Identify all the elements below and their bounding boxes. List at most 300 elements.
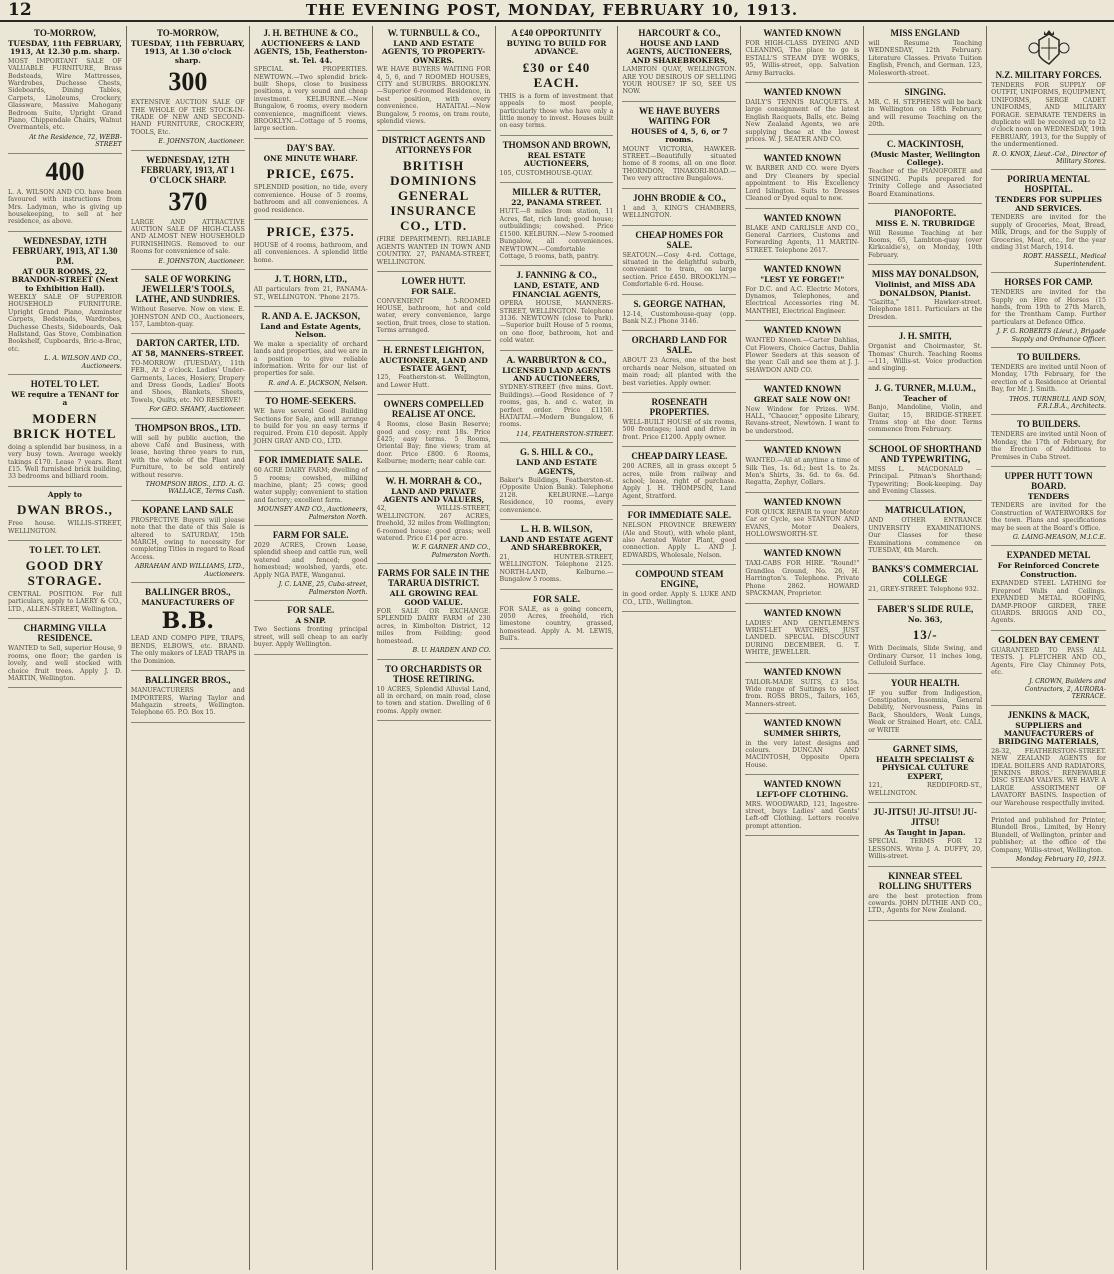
ad-body-text: (FIRE DEPARTMENT). RELIABLE AGENTS WANTED IN TOWN AND COUNTRY. 27, PANAMA-STREET, WELLINGTON. xyxy=(376,236,491,266)
ad-signature: E. JOHNSTON, Auctioneer. xyxy=(158,138,245,146)
ad-heading: MILLER & RUTTER, xyxy=(512,187,601,198)
advertisement xyxy=(991,419,1106,467)
ad-signature: W. F. GARNER AND CO., Palmerston North. xyxy=(411,544,491,559)
ad-body-text: Will Resume Teaching at her Rooms, 65, Lambton-quay (over Kirkcaldie's), on Monday, 10th February. xyxy=(868,229,983,259)
advertisement xyxy=(745,325,859,380)
ad-body-text: MR. C. H. STEPHENS will be back in Wellington on 18th February, and will resume Teaching on the 20th. xyxy=(868,99,983,129)
advertisement xyxy=(868,28,982,83)
ad-heading: A. WARBURTON & CO., xyxy=(506,354,607,365)
ad-heading: WANTED KNOWN xyxy=(763,496,842,507)
ad-signature: J. CROWN, Builders and Contractors, 2, AURORA-TERRACE. xyxy=(1024,678,1106,701)
ad-body-text: MOST IMPORTANT SALE OF VALUABLE FURNITURE, Brass Bedsteads, Wire Mattresses, Wardrobes, Duchesse Chests, Sideboards, Dining Tables, Carpets, Linoleums, Crockery, Glassware, Massive Mahogany Bedroom Suite, Upright Grand Piano, Chippendale Chairs, Walnut Overmantels, etc. xyxy=(8,57,122,132)
advertisement xyxy=(131,423,245,501)
advertisement xyxy=(745,87,859,149)
ad-heading: H. ERNEST LEIGHTON, xyxy=(383,344,484,355)
advertisement xyxy=(377,399,491,471)
advertisement xyxy=(745,608,859,663)
ad-body-text: SPLENDID position, no tide, every convenience. House of 5 rooms, bathroom and all conveniences. A good residence. xyxy=(253,184,368,214)
ad-subheading: LEFT-OFF CLOTHING. xyxy=(756,790,849,800)
ad-display-line: DWAN BROS., xyxy=(17,502,113,518)
ad-subheading: TUESDAY, 11th FEBRUARY, 1913, At 1.30 o'clock sharp. xyxy=(130,39,245,65)
advertisement xyxy=(254,28,368,139)
ad-heading: ROSENEATH PROPERTIES. xyxy=(649,396,710,417)
advertisement xyxy=(131,587,245,671)
advertisement xyxy=(377,476,491,565)
ad-large-number: 400 xyxy=(45,156,85,186)
ad-body-text: "Gazitta," Hawker-street. Telephone 1811. Particulars at the Dresden. xyxy=(868,298,983,321)
ad-heading: WANTED KNOWN xyxy=(763,87,842,98)
ad-heading: PIANOFORTE. xyxy=(894,208,957,219)
ad-heading: HOTEL TO LET. xyxy=(30,379,100,389)
ad-subheading: LAND, ESTATE, AND FINANCIAL AGENTS, xyxy=(512,281,601,299)
ad-body-text: PROSPECTIVE Buyers will please note that the date of this Sale is altered to SATURDAY, 15th MARCH, owing to necessity for completing Titles in regard to Road Access. xyxy=(130,516,245,561)
ad-heading: C. MACKINTOSH, xyxy=(886,138,964,149)
ad-subheading: HOUSES of 4, 5, 6, or 7 rooms. xyxy=(630,126,728,145)
ad-body-text: 12-14, Customhouse-quay (opp. Bank N.Z.) Phone 3146. xyxy=(622,310,737,325)
ad-display-line: PRICE, £375. xyxy=(266,223,355,239)
ad-body-text: OPERA HOUSE, MANNERS-STREET, WELLINGTON. Telephone 3136. NEWTOWN (close to Park).—Superior built House of 5 rooms, on one floor, bathroom, hot and cold water. xyxy=(499,300,614,345)
advertisement xyxy=(131,505,245,583)
column-9 xyxy=(987,26,1110,1270)
ad-heading: YOUR HEALTH. xyxy=(890,677,960,688)
ad-body-text: TENDERS FOR SUPPLY OF OUTFIT, UNIFORMS, EQUIPMENT, UNIFORMS, SERGE CADET UNIFORMS, AND MILITARY FORAGE. SEPARATE TENDERS in duplicate will be received up to 12 o'clock noon on WEDNESDAY, 19th FEBRUARY, 1913, for the Supply of the undermentioned. xyxy=(991,82,1106,149)
advertisement xyxy=(745,779,859,836)
advertisement xyxy=(868,807,982,867)
ad-subheading: REAL ESTATE AUCTIONEERS, xyxy=(523,150,590,169)
ad-heading: SALE OF WORKING JEWELLER'S TOOLS, LATHE, AND SUNDRIES. xyxy=(135,274,240,305)
ad-heading: WANTED KNOWN xyxy=(763,548,842,559)
ad-heading: G. S. HILL & CO., xyxy=(519,447,593,458)
advertisement xyxy=(991,710,1106,813)
royal-crest-icon xyxy=(1026,28,1072,68)
ad-body-text: WELL-BUILT HOUSE of six rooms, 500 frontages; land and drive in front. Price £1200. Apply owner. xyxy=(622,418,737,441)
ad-body-text: Printed and published for Printer, Blundell Bros., Limited, by Henry Blundell, of Wellington, printer and publisher; at the office of the Company, Willis-street, Wellington. xyxy=(991,817,1106,854)
ad-heading: JOHN BRODIE & CO., xyxy=(633,192,726,203)
advertisement xyxy=(8,623,122,688)
advertisement xyxy=(991,550,1106,630)
ad-subheading: No. 363, xyxy=(907,614,943,624)
ad-heading: COMPOUND STEAM ENGINE, xyxy=(635,569,724,590)
ad-subheading: HOUSE AND LAND AGENTS, AUCTIONEERS, AND SHAREBROKERS, xyxy=(626,39,733,65)
advertisement xyxy=(377,135,491,272)
ad-heading: DAY'S BAY. xyxy=(286,142,335,153)
ad-body-text: Baker's Buildings, Featherston-st. (Opposite Union Bank). Telephone 2128. KELBURNE.—Large Residence, 10 rooms, every convenience. xyxy=(499,477,614,514)
advertisement xyxy=(868,208,982,265)
ad-subheading: (Music Master, Wellington College). xyxy=(870,149,981,168)
ad-heading: WEDNESDAY, 12TH FEBRUARY, 1913, AT 1 O'CLOCK SHARP. xyxy=(140,154,235,185)
ad-body-text: IF you suffer from Indigestion, Constipation, Insomnia, General Debility, Nervousness, Pains in Back, Shoulders, Weak Lungs, Weak or Strained Heart, etc. CALL or WRITE xyxy=(868,689,983,734)
ad-body-text: TENDERS are invited for the Construction of WATERWORKS for the town. Plans and specifications may be seen at the Board's Office. xyxy=(991,502,1106,532)
advertisement xyxy=(377,568,491,659)
ad-subheading: MISS E. N. TRUBRIDGE xyxy=(875,219,975,229)
advertisement xyxy=(622,193,736,226)
ad-heading: CHARMING VILLA RESIDENCE. xyxy=(23,623,107,644)
ad-heading: W. TURNBULL & CO., xyxy=(387,28,480,38)
advertisement xyxy=(991,174,1106,273)
advertisement xyxy=(622,397,736,447)
advertisement xyxy=(745,548,859,603)
ad-subheading: LAND AND ESTATE AGENTS, TO PROPERTY-OWNERS. xyxy=(382,39,486,65)
ad-heading: ORCHARD LAND FOR SALE. xyxy=(631,335,728,356)
column-8 xyxy=(864,26,987,1270)
ad-heading: BALLINGER BROS., xyxy=(145,675,231,686)
ad-heading: OWNERS COMPELLED REALISE AT ONCE. xyxy=(383,399,484,420)
ad-body-text: MOUNT VICTORIA, HAWKER-STREET.—Beautifully situated home of 8 rooms, all on one floor. THORNDON, TINAKORI-ROAD.—Two very attractive Bungalows. xyxy=(622,145,737,183)
advertisement xyxy=(500,355,614,444)
ad-body-text: TO-MORROW (TUESDAY), 11th FEB., At 2 o'clock. Ladies' Under-Garments, Laces, Hosiery, Drapery and Dress Goods, Ladies' Boots and Shoes, Blankets, Sheets, Towels, Quilts, etc. NO RESERVE! xyxy=(130,359,245,404)
advertisement xyxy=(254,530,368,601)
ad-heading: TO ORCHARDISTS OR THOSE RETIRING. xyxy=(385,663,483,684)
ad-heading: WANTED KNOWN xyxy=(763,445,842,456)
advertisement xyxy=(745,264,859,321)
ad-display-line: PRICE, £675. xyxy=(266,166,355,182)
ad-heading: FABER'S SLIDE RULE, xyxy=(877,603,974,614)
ad-heading: PORIRUA MENTAL HOSPITAL. xyxy=(1007,174,1090,195)
ad-body-text: are the best protection from cowards. JOHN DUTHIE AND CO., LTD., Agents for New Zealand. xyxy=(868,892,983,915)
ad-body-text: WANTED.—All at anytime a time of Silk Ties, 1s. 6d.; best 1s. to 2s. Men's Shirts, 3s. 6d. to 6s. 6d. Regatta, Zephyr, Collars. xyxy=(745,457,860,487)
advertisement xyxy=(254,311,368,392)
ad-body-text: TAXI-CABS FOR HIRE. "Round!" Grandlea Ground, No. 26, H. Harrington's. Telephone. Private Phone 2862. HOWARD SPACKMAN, Proprietor. xyxy=(745,560,860,598)
ad-body-text: MRS. WOODWARD, 121, Ingestre-street, buys Ladies' and Gents' Left-off Clothing. Letters receive prompt attention. xyxy=(745,800,860,830)
advertisement xyxy=(745,213,859,261)
ad-body-text: WE have several Good Building Sections for Sale, and will arrange to build for you on easy terms if required. From £10 deposit. Apply JOHN GRAY AND CO., LTD. xyxy=(253,408,368,445)
advertisement xyxy=(622,106,736,189)
ad-heading: MISS ENGLAND xyxy=(890,28,960,38)
ad-subheading: "LEST YE FORGET!" xyxy=(760,275,845,285)
ad-body-text: For D.C. and A.C. Electric Motors, Dynamos, Telephones, and Electrical Accessories ring M. MANTHEI, Electrical Engineer. xyxy=(745,285,860,315)
ad-heading: SCHOOL OF SHORTHAND AND TYPEWRITING, xyxy=(868,443,982,464)
advertisement xyxy=(745,667,859,715)
ad-heading: FOR IMMEDIATE SALE. xyxy=(258,455,363,466)
ad-signature: MOUNSEY AND CO., Auctioneers, Palmerston North. xyxy=(257,506,368,521)
ad-body-text: SEATOUN.—Cosy 4-rd. Cottage, situated in the delightful suburb, convenient to tram, on large section. Price £450. BROOKLYN.—Comfortable 6-rd. House. xyxy=(622,251,737,289)
ad-signature: 114, FEATHERSTON-STREET. xyxy=(516,430,614,438)
ad-body-text: MISS L. MACDONALD — Principal. Pitman's Shorthand; Typewriting; Book-keeping. Day and Evening Classes. xyxy=(868,465,983,496)
ad-heading: WANTED KNOWN xyxy=(763,718,842,729)
ad-body-text: TENDERS are invited until Noon of Monday, 17th February, for the erection of a Residence at Oriental Bay, for Mr. J. Smith. xyxy=(991,363,1106,394)
ad-subheading: A SNIP. xyxy=(295,615,327,625)
ad-heading: N.Z. MILITARY FORCES. xyxy=(995,70,1102,80)
ad-body-text: 21, HUNTER-STREET, WELLINGTON. Telephone 2125. NORTH-LAND, Kelburne.—Bungalow 5 rooms. xyxy=(499,553,614,584)
column-1 xyxy=(4,26,127,1270)
ad-heading: WANTED KNOWN xyxy=(763,325,842,336)
advertisement xyxy=(622,510,736,565)
ad-body-text: HOUSE of 4 rooms, bathroom, and all conveniences. A splendid little home. xyxy=(253,241,368,264)
ad-heading: WANTED KNOWN xyxy=(763,28,842,38)
ad-heading: GOLDEN BAY CEMENT xyxy=(998,634,1099,645)
advertisement xyxy=(254,605,368,655)
ad-heading: J. H. BETHUNE & CO., xyxy=(263,28,358,38)
ad-large-number: 370 xyxy=(168,186,208,216)
ad-subheading: LAND AND ESTATE AGENT AND SHAREBROKER, xyxy=(499,535,614,553)
ad-heading: UPPER HUTT TOWN BOARD. xyxy=(1004,471,1093,492)
ad-body-text: will Resume Teaching WEDNESDAY, 12th February. Literature Classes. Private Tuition English, French, and German. 123, Molesworth-street. xyxy=(868,40,983,77)
ad-body-text: SPECIAL TERMS FOR 12 LESSONS. Write J. A. DUFFY, 20, Willis-street. xyxy=(868,838,983,861)
ad-signature: R. O. KNOX, Lieut.-Col., Director of Military Stores. xyxy=(992,150,1106,166)
ad-body-text: Two Sections fronting principal street, will sell cheap to an early buyer. Apply Wellington. xyxy=(253,626,368,649)
ad-signature: B. U. HARDEN AND CO. xyxy=(412,647,491,655)
ad-heading: CHEAP HOMES FOR SALE. xyxy=(635,229,724,250)
advertisement xyxy=(131,675,245,723)
ad-body-text: 121, REDDIFORD-ST., WELLINGTON. xyxy=(868,782,983,797)
ad-heading: HARCOURT & CO., xyxy=(638,28,721,38)
ad-body-text: 4 Rooms, close Basin Reserve; good and cosy; rent 18s. Price £425; easy terms. 5 Rooms, Oriental Bay; fine views; tram at door. Price £800. 6 Rooms, Kelburne; modern; near cable car. xyxy=(376,421,491,466)
ad-brand-mark: B.B. xyxy=(161,608,215,635)
ad-body-text: AND OTHER ENTRANCE UNIVERSITY EXAMINATIONS. Our Classes for these Examinations commence on TUESDAY, 4th March. xyxy=(868,517,983,555)
ad-heading: JENKINS & MACK, xyxy=(1007,709,1090,720)
masthead xyxy=(0,0,1114,22)
advertisement xyxy=(254,396,368,451)
advertisement xyxy=(131,338,245,418)
ad-heading: R. AND A. E. JACKSON, xyxy=(261,310,360,321)
ad-subheading: Violinist, and MISS ADA DONALDSON, Pianist. xyxy=(874,280,976,298)
ad-heading: TO BUILDERS. xyxy=(1016,351,1081,362)
ad-body-text: MANUFACTURERS and IMPORTERS, Waring Taylor and Mahgazin streets, Wellington. Telephone 65. P.O. Box 15. xyxy=(130,687,245,717)
ad-subheading: AUCTIONEER, LAND AND ESTATE AGENT, xyxy=(379,355,488,373)
ad-heading: WEDNESDAY, 12TH FEBRUARY, 1913, AT 1.30 P.M. xyxy=(12,235,118,266)
ad-heading: L. H. B. WILSON, xyxy=(520,524,593,535)
advertisement xyxy=(868,383,982,440)
ad-body-text: FOR SALE, as a going concern, 2050 Acres, freehold, rich limestone country, grassed, homestead. Apply A. M. LEWIS, Bull's. xyxy=(499,605,614,643)
ad-subheading: ONE MINUTE WHARF. xyxy=(263,153,358,163)
ad-heading: J. H. SMITH, xyxy=(898,331,952,342)
ad-body-text: Without Reserve. Now on view. E. JOHNSTON AND CO., Auctioneers, 157, Lambton-quay. xyxy=(130,306,245,328)
ad-body-text: in the very latest designs and colours. DUNCAN AND MACINTOSH, Opposite Opera House. xyxy=(745,739,860,769)
ad-body-text: in good order. Apply S. LUKE AND CO., LTD., Wellington. xyxy=(622,591,737,606)
ad-signature: THOS. TURNBULL AND SON, F.R.I.B.A., Architects. xyxy=(1009,395,1106,410)
advertisement xyxy=(991,635,1106,706)
ad-heading: BALLINGER BROS., xyxy=(145,587,231,598)
ad-subheading: SUPPLIERS and MANUFACTURERS of BRIDGING MATERIALS, xyxy=(998,720,1099,747)
ad-body-text: TAILOR-MADE SUITS, £3 15s. Wide range of Suitings to select from. ROSS BROS., Tailors, 165, Manners-street. xyxy=(745,678,860,708)
ad-heading: MATRICULATION, xyxy=(884,505,966,516)
ad-heading: THOMPSON BROS., LTD. xyxy=(134,422,241,433)
advertisement xyxy=(500,524,614,589)
ad-heading: EXPANDED METAL xyxy=(1006,550,1091,561)
advertisement xyxy=(991,277,1106,348)
ad-body-text: WE HAVE BUYERS WAITING FOR 4, 5, 6, and 7 ROOMED HOUSES, CITY and SUBURBS. BROOKLYN.—Superior 6-roomed Residence, in best position, with every convenience. HATAITAI.—New Bungalow, 5 rooms, on tram route, splendid views. xyxy=(376,66,491,126)
ad-subheading: LAND AND ESTATE AGENTS, xyxy=(516,458,597,476)
ad-subheading: TENDERS xyxy=(1027,492,1070,502)
ad-body-text: 200 ACRES, all in grass except 5 acres, mile from railway and school; lease, right of purchase. Apply J. H. THOMPSON, Land Agent, Stratford. xyxy=(622,463,737,500)
ad-heading: MISS MAY DONALDSON, xyxy=(871,269,979,280)
ad-body-text: TENDERS are invited until Noon of Monday, the 17th of February, for the Erection of Additions to Premises in Cuba Street. xyxy=(991,431,1106,461)
advertisement xyxy=(868,505,982,560)
ad-subheading: FOR SALE. xyxy=(411,287,457,297)
ad-body-text: 10 ACRES, Splendid Alluvial Land, all in orchard, on main road, close to town and station. Dwelling of 6 rooms. Apply owner. xyxy=(376,685,491,715)
advertisement xyxy=(745,153,859,208)
ad-subheading: TENDERS FOR SUPPLIES AND SERVICES. xyxy=(995,195,1102,213)
ad-body-text: LAMBTON QUAY, WELLINGTON. ARE YOU DESIROUS OF SELLING YOUR HOUSE? IF SO, SEE US NOW. xyxy=(622,66,737,96)
column-2 xyxy=(127,26,250,1270)
ad-signature: L. A. WILSON AND CO., Auctioneers. xyxy=(44,355,122,370)
ad-heading: J. FANNING & CO., xyxy=(516,270,597,281)
newspaper-title: THE EVENING POST, MONDAY, FEBRUARY 10, 1913. xyxy=(305,1,799,19)
ad-signature: J. C. LANE, 25, Cuba-street, Palmerston North. xyxy=(278,581,368,596)
ad-heading: WANTED KNOWN xyxy=(763,384,842,395)
ad-body-text: ABOUT 23 Acres, one of the best orchards near Nelson, situated on main road; all planted with the best varieties. Apply owner. xyxy=(622,357,737,387)
advertisement xyxy=(254,224,368,270)
ad-body-text: With Decimals, Slide Swing, and Ordinary Cursor, 11 inches long, Celluloid Surface. xyxy=(868,645,983,668)
ad-body-text: HUTT.—8 miles from station, 11 Acres, flat, rich land; good house; outbuildings; cowshed. Price £1500. KELBURN.—New 5-roomed Bungalow, all conveniences. NEWTOWN.—Comfortable Cottage, 5 rooms, bath, pantry. xyxy=(499,208,614,260)
ad-body-text: New Window for Prizes. WM. HALL, "Chaucer," opposite Library, Revans-street, Newtown. I want to be understood. xyxy=(745,405,860,435)
column-3 xyxy=(250,26,373,1270)
ad-body-text: 42, WILLIS-STREET, WELLINGTON. 267 ACRES, freehold, 32 miles from Wellington; 6-roomed house; good grass; well watered. Price £14 per acre. xyxy=(376,505,491,543)
ad-body-text: We make a speciality of orchard lands and properties, and we are in a position to give reliable information. Write for our list of properties for sale. xyxy=(253,340,368,378)
ad-subheading: 22, PANAMA STREET. xyxy=(511,198,602,208)
ad-body-text: Free house. WILLIS-STREET, WELLINGTON. xyxy=(8,520,122,535)
advertisement xyxy=(868,564,982,599)
ad-display-line: GOOD DRY STORAGE. xyxy=(25,558,105,589)
ad-body-text: will sell by public auction, the above Café and Business, with lease, having three years to run, with the whole of the Plant and Furniture, to be sold entirely without reserve. xyxy=(130,434,245,479)
ad-body-text: 28-32, FEATHERSTON-STREET. NEW ZEALAND AGENTS for IDEAL BOILERS AND RADIATORS, JENKINS BROS.' RENEWABLE DISC STEAM VALVES. WE HAVE A LARGE ASSORTMENT OF LAVATORY BASINS. Inspection of our Warehouse respectfully invited. xyxy=(991,747,1106,807)
ad-subheading: AT 58, MANNERS-STREET. xyxy=(131,349,244,359)
advertisement xyxy=(8,545,122,619)
advertisement xyxy=(131,155,245,270)
ad-heading: FARMS FOR SALE IN THE TARARUA DISTRICT. xyxy=(377,568,490,589)
ad-body-text: GUARANTEED TO PASS ALL TESTS. J. FLETCHER AND CO., Agents, Fire Clay Chimney Pots, etc. xyxy=(991,646,1106,676)
ad-heading: SINGING. xyxy=(904,87,946,98)
ad-body-text: NELSON PROVINCE BREWERY (Ale and Stout), with whole plant, also Aerated Water Plant, good connection. Apply L. AND J. EDWARDS, Wholesale, Nelson. xyxy=(622,522,737,559)
ad-signature: At the Residence, 72, WEBB-STREET xyxy=(29,133,122,149)
advertisement xyxy=(8,28,122,154)
advertisement xyxy=(622,299,736,332)
ad-heading: TO HOME-SEEKERS. xyxy=(265,396,356,407)
advertisement xyxy=(868,744,982,803)
ad-body-text: LADIES' AND GENTLEMEN'S WRIST-LET WATCHES, JUST LANDED. SPECIAL DISCOUNT DURING DECEMBER. G. T. WHITE, JEWELLER. xyxy=(745,619,860,657)
ad-body-text: doing a splendid bar business, in a very busy town. Average weekly takings £170. Lease 7 years. Rent £15. Well furnished brick building, 33 bedrooms and billiard room. xyxy=(8,443,122,481)
ad-body-text: L. A. WILSON AND CO. have been favoured with instructions from Mrs. Ladyman, who is giving up housekeeping, to sell at her residence, as above. xyxy=(8,188,122,226)
column-6 xyxy=(618,26,741,1270)
ad-body-text: TENDERS are invited for the Supply on Hire of Horses (15 hands, from 19th to 27th March, for the Trentham Camp. Further particulars at Defence Office. xyxy=(991,289,1106,326)
advertisement xyxy=(131,28,245,151)
ad-body-text: All particulars from 21, PANAMA-ST., WELLINGTON. 'Phone 2175. xyxy=(253,286,368,301)
advertisement xyxy=(991,28,1106,170)
advertisement xyxy=(991,352,1106,415)
ad-large-number: 300 xyxy=(168,67,208,97)
ad-signature: J. F. G. ROBERTS (Lieut.), Brigade Supply and Ordnance Officer. xyxy=(996,328,1106,343)
column-5 xyxy=(496,26,619,1270)
ad-heading: TO-MORROW, xyxy=(156,28,219,38)
ad-body-text: Banjo, Mandoline, Violin, and Guitar, 15, BRIDGE-STREET. Trams stop at the door. Terms commence from February. xyxy=(868,404,983,434)
advertisement xyxy=(868,139,982,204)
ad-subheading: AT OUR ROOMS, 22, BRANDON-STREET (Next to Exhibition Hall). xyxy=(11,266,119,293)
ad-heading: THOMSON AND BROWN, xyxy=(502,139,611,150)
advertisement xyxy=(500,187,614,266)
ad-subheading: ALL GROWING REAL GOOD VALUE. xyxy=(389,589,478,607)
advertisement xyxy=(500,28,614,136)
ad-heading: KOPANE LAND SALE xyxy=(142,504,234,515)
ad-heading: J. G. TURNER, M.I.U.M., xyxy=(874,382,976,393)
ad-body-text: FOR HIGH-CLASS DYEING AND CLEANING, The place to go is ESTALL'S STEAM DYE WORKS, 95, Willis-street, opp. Salvation Army Barracks. xyxy=(745,40,860,77)
ad-body-text: WEEKLY SALE OF SUPERIOR HOUSEHOLD FURNITURE. Upright Grand Piano, Axminster Carpets, Bedsteads, Wardrobes, Duchesse Chests, Sideboards, Oak Hallstand, Gas Stove, Combination Bookshelf, Cupboards, Bric-a-Brac, etc. xyxy=(8,293,122,353)
ad-heading: WANTED KNOWN xyxy=(763,666,842,677)
advertisement xyxy=(622,28,736,102)
ad-body-text: Organist and Choirmaster, St. Thomas' Church. Teaching Rooms—111, Willis-st. Voice production and singing. xyxy=(868,343,983,373)
ad-signature: E. JOHNSTON, Auctioneer. xyxy=(158,257,245,265)
ad-body-text: BLAKE AND CARLISLE AND CO., General Carriers, Customs and Forwarding Agents, 11 MARTIN-STREET. Telephone 2617. xyxy=(745,224,860,254)
ad-heading: FARM FOR SALE. xyxy=(272,530,349,541)
ad-signature: ROBT. HASSELL, Medical Superintendent. xyxy=(1023,253,1106,268)
advertisement xyxy=(500,447,614,520)
ad-body-text: 2029 ACRES, Crown Lease, splendid sheep and cattle run, well watered and fenced; good homestead; woolshed, yards, etc. Apply NGA PATE, Wanganui. xyxy=(253,542,368,579)
ad-display-line: MODERN BRICK HOTEL xyxy=(13,410,117,441)
ad-body-text: LEAD AND COMPO PIPE, TRAPS, BENDS, ELBOWS, etc. BRAND. The only makers of LEAD TRAPS in the Dominion. xyxy=(130,635,245,665)
ad-heading: TO BUILDERS. xyxy=(1016,419,1081,430)
ad-heading: KINNEAR STEEL ROLLING SHUTTERS xyxy=(878,870,972,891)
advertisement xyxy=(377,276,491,340)
ad-body-text: Teacher of the PIANOFORTE and SINGING. Pupils prepared for Trinity College and Associated Board Examinations. xyxy=(868,168,983,198)
ad-signature: For GEO. SHAMY, Auctioneer. xyxy=(149,406,245,414)
ad-heading: TO-MORROW, xyxy=(34,28,96,38)
ad-subheading: BUYING TO BUILD FOR ADVANCE. xyxy=(506,39,607,57)
advertisement xyxy=(622,335,736,393)
advertisement xyxy=(500,594,614,649)
advertisement xyxy=(868,87,982,135)
ad-body-text: TENDERS are invited for the supply of Groceries, Meat, Bread, Milk, Drugs, and for the Supply of Groceries, Meat, etc., for the year ending 31st March, 1914. xyxy=(991,214,1106,251)
advertisement xyxy=(8,158,122,232)
page-number: 12 xyxy=(8,0,32,20)
ad-body-text: LARGE AND ATTRACTIVE AUCTION SALE OF HIGH-CLASS AND ALMOST NEW HOUSEHOLD FURNISHINGS. Removed to our Rooms for convenience of sale. xyxy=(130,218,245,256)
ad-heading: WANTED KNOWN xyxy=(763,212,842,223)
ad-subheading: LAND AND PRIVATE AGENTS AND VALUERS, xyxy=(383,486,485,504)
advertisement xyxy=(868,678,982,740)
advertisement xyxy=(377,345,491,396)
advertisement xyxy=(377,28,491,131)
ad-body-text: 60 ACRE DAIRY FARM; dwelling of 5 rooms; cowshed, milking machine, plant; 25 cows; good water supply; convenient to station and factory; excellent farm. xyxy=(253,467,368,504)
ad-subheading: GREAT SALE NOW ON! xyxy=(754,395,851,405)
ad-heading: FOR SALE. xyxy=(532,593,580,604)
ad-subheading: MANUFACTURERS OF xyxy=(141,598,235,608)
advertisement xyxy=(8,379,122,487)
ad-heading: LOWER HUTT. xyxy=(401,276,466,287)
ad-subheading: For Reinforced Concrete Construction. xyxy=(997,561,1100,579)
advertisement xyxy=(868,444,982,502)
ad-subheading: Land and Estate Agents, Nelson. xyxy=(260,321,362,340)
ad-subheading: TUESDAY, 11th FEBRUARY, 1913, At 12.30 p.m. sharp. xyxy=(8,39,122,57)
ad-body-text: 125, Featherston-st. Wellington, and Lower Hutt. xyxy=(376,374,491,389)
ad-heading: CHEAP DAIRY LEASE. xyxy=(631,451,728,462)
ad-heading: WE HAVE BUYERS WAITING FOR xyxy=(638,105,720,126)
ad-signature: Monday, February 10, 1913. xyxy=(1015,856,1106,864)
ad-subheading: HEALTH SPECIALIST & PHYSICAL CULTURE EXPERT, xyxy=(875,754,975,781)
ad-display-line: 13/- xyxy=(912,627,938,643)
advertisement xyxy=(131,274,245,334)
ad-heading: FOR IMMEDIATE SALE. xyxy=(627,510,732,521)
ad-display-line: £30 or £40 EACH. xyxy=(522,59,591,90)
ad-heading: DISTRICT AGENTS AND ATTORNEYS FOR xyxy=(381,135,486,156)
ad-body-text: FOR SALE OR EXCHANGE. SPLENDID DAIRY FARM of 230 acres, in Kimbolton District, 12 miles from Feilding; good homestead. xyxy=(376,608,491,645)
advertisement xyxy=(745,718,859,775)
advertisement xyxy=(254,274,368,307)
advertisement xyxy=(500,140,614,183)
advertisement xyxy=(868,331,982,379)
advertisement xyxy=(745,445,859,493)
ad-heading: WANTED KNOWN xyxy=(763,264,842,275)
ad-body-text: DAILY'S TENNIS RACQUETS. A large consignment of the latest English Racquets, Balls, etc. Being New Zealand Agents, we are supplying these at the lowest prices. W. J. SEATER AND CO. xyxy=(745,99,860,144)
ad-signature: G. LAING-MEASON, M.I.C.E. xyxy=(1012,534,1106,542)
advertisement xyxy=(8,491,122,541)
ad-body-text: EXPANDED STEEL LATHING for Fireproof Walls and Ceilings. EXPANDED METAL ROOFING, DAMP-PROOF GIRDER, TREE GUARDS. BRIGGS AND CO., Agents. xyxy=(991,580,1106,625)
ad-body-text: SPECIAL PROPERTIES. NEWTOWN.—Two splendid brick-built Shops, close to business positions, a very sound and cheap investment. KELBURNE.—New Bungalow, 6 rooms, every modern convenience, magnificent views. BROOKLYN.—Cottage of 5 rooms, large section. xyxy=(253,66,368,133)
ad-heading: A £40 OPPORTUNITY xyxy=(511,28,602,38)
advertisement xyxy=(500,270,614,350)
ad-heading: GARNET SIMS, xyxy=(892,743,958,754)
advertisement xyxy=(377,664,491,722)
ad-subheading: SUMMER SHIRTS, xyxy=(763,729,841,739)
ad-body-text: 105, CUSTOMHOUSE-QUAY. xyxy=(499,169,593,177)
advertisement xyxy=(622,451,736,506)
